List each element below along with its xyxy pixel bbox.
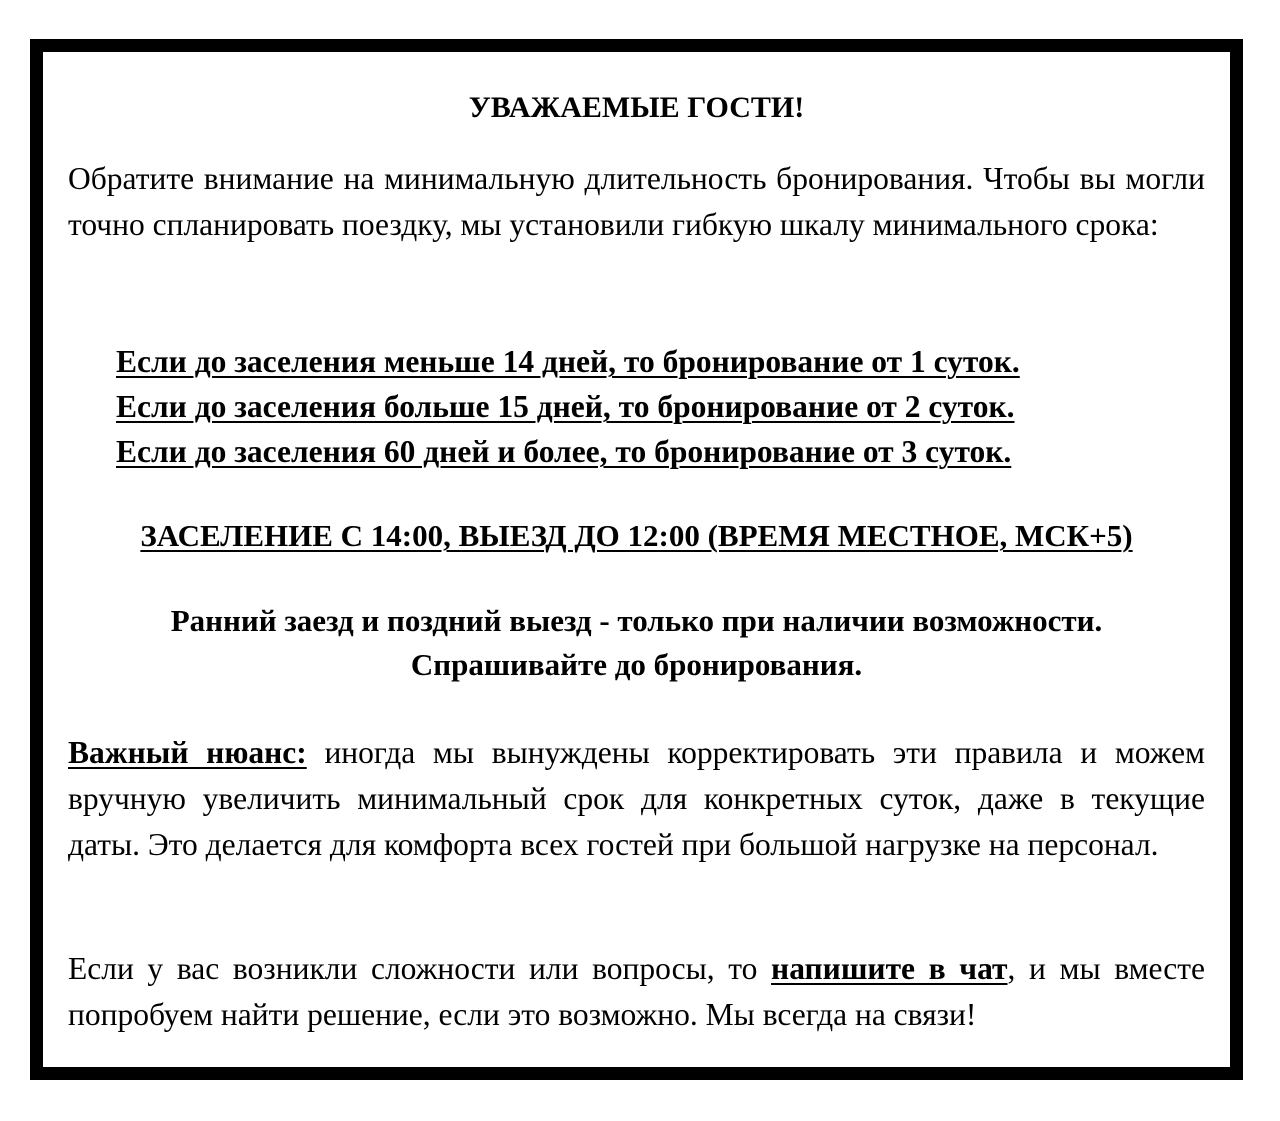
contact-text-after: , и мы вместе попробуем найти решение, если это возможно. Мы всегда на связи! xyxy=(68,951,1206,1032)
notice-frame xyxy=(30,39,1243,1080)
early-late-line-1: Ранний заезд и поздний выезд - только при наличии возможности. xyxy=(170,603,1103,638)
booking-rule-3: Если до заселения 60 дней и более, то бронирование от 3 суток. xyxy=(116,434,1012,469)
booking-rules-list xyxy=(116,339,1020,474)
checkin-checkout-times: ЗАСЕЛЕНИЕ С 14:00, ВЫЕЗД ДО 12:00 (ВРЕМЯ МЕСТНОЕ, МСК+5) xyxy=(140,518,1133,553)
nuance-label: Важный нюанс: xyxy=(68,735,307,770)
booking-rule-1: Если до заселения меньше 14 дней, то бронирование от 1 суток. xyxy=(116,344,1020,379)
chat-link[interactable]: напишите в чат xyxy=(771,951,1008,986)
important-nuance-paragraph xyxy=(68,730,1205,868)
nuance-text: иногда мы вынуждены корректировать эти правила и можем вручную увеличить минимальный срок для конкретных суток, даже в текущие даты. Это делается для комфорта всех гостей при большой нагрузке на персонал. xyxy=(68,735,1205,862)
contact-paragraph xyxy=(68,946,1205,1038)
intro-paragraph: Обратите внимание на минимальную длительность бронирования. Чтобы вы могли точно спланировать поездку, мы установили гибкую шкалу минимального срока: xyxy=(68,161,1205,242)
contact-text-before: Если у вас возникли сложности или вопросы, то xyxy=(68,951,772,986)
notice-title: УВАЖАЕМЫЕ ГОСТИ! xyxy=(468,91,805,124)
early-late-line-2: Спрашивайте до бронирования. xyxy=(410,647,863,682)
booking-rule-2: Если до заселения больше 15 дней, то бронирование от 2 суток. xyxy=(116,389,1015,424)
early-late-notice xyxy=(68,599,1205,687)
notice-content xyxy=(68,52,1205,1067)
